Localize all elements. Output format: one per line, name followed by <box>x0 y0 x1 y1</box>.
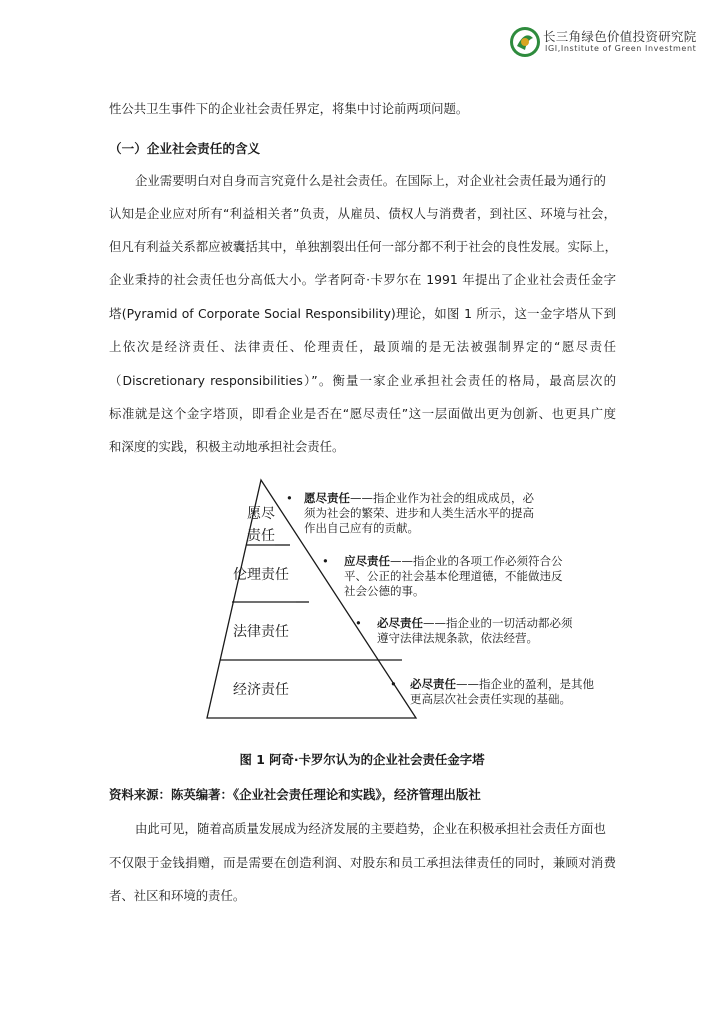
level-description: 平、公正的社会基本伦理道德，不能做违反 <box>344 569 563 583</box>
org-name-cn: 长三角绿色价值投资研究院 <box>543 29 697 44</box>
level-description: 遵守法律法规条款，依法经营。 <box>377 631 538 645</box>
institute-logo-icon <box>509 26 541 58</box>
paragraph-line: 但凡有利益关系都应被囊括其中，单独割裂出任何一部分都不利于社会的良性发展。实际上， <box>109 239 618 254</box>
pyramid-level-top-label: 责任 <box>247 528 275 544</box>
intro-line: 性公共卫生事件下的企业社会责任界定，将集中讨论前两项问题。 <box>109 101 469 116</box>
level-description: 必尽责任——指企业的盈利，是其他 <box>410 677 594 691</box>
pyramid-level-top-label: 愿尽 <box>247 506 275 522</box>
level-description: 社会公德的事。 <box>344 584 425 598</box>
paragraph-line: 企业秉持的社会责任也分高低大小。学者阿奇·卡罗尔在 1991 年提出了企业社会责任金字 <box>109 272 616 287</box>
pyramid-level-legal-label: 法律责任 <box>233 624 289 640</box>
figure-caption: 图 1 阿奇·卡罗尔认为的企业社会责任金字塔 <box>239 752 485 767</box>
level-description: 应尽责任——指企业的各项工作必须符合公 <box>344 554 563 568</box>
paragraph-line: 上依次是经济责任、法律责任、伦理责任，最顶端的是无法被强制界定的“愿尽责任 <box>109 339 616 354</box>
pyramid-level-ethical-label: 伦理责任 <box>233 567 289 583</box>
bullet-icon: • <box>286 491 293 505</box>
section-heading: （一）企业社会责任的含义 <box>109 141 261 156</box>
bullet-icon: • <box>390 677 397 691</box>
paragraph-line: 和深度的实践，积极主动地承担社会责任。 <box>109 439 345 454</box>
level-description: 愿尽责任——指企业作为社会的组成成员，必 <box>304 491 534 505</box>
paragraph-line: 者、社区和环境的责任。 <box>109 888 246 903</box>
paragraph-line: 企业需要明白对自身而言究竟什么是社会责任。在国际上，对企业社会责任最为通行的 <box>135 173 606 188</box>
csr-pyramid-figure <box>200 478 630 723</box>
level-description: 作出自己应有的贡献。 <box>304 521 419 535</box>
bullet-icon: • <box>355 616 362 630</box>
level-description: 必尽责任——指企业的一切活动都必须 <box>377 616 573 630</box>
org-name-en: IGI,Institute of Green Investment <box>545 44 697 53</box>
paragraph-line: 由此可见，随着高质量发展成为经济发展的主要趋势，企业在积极承担社会责任方面也 <box>135 821 606 836</box>
figure-source: 资料来源：陈英编著：《企业社会责任理论和实践》，经济管理出版社 <box>109 787 481 802</box>
pyramid-level-economic-label: 经济责任 <box>233 682 289 698</box>
paragraph-line: （Discretionary responsibilities）”。衡量一家企业承担社会责任的格局，最高层次的 <box>109 373 616 388</box>
level-description: 更高层次社会责任实现的基础。 <box>410 692 571 706</box>
level-description: 须为社会的繁荣、进步和人类生活水平的提高 <box>304 506 534 520</box>
paragraph-line: 标准就是这个金字塔顶，即看企业是否在“愿尽责任”这一层面做出更为创新、也更具广度 <box>109 406 616 421</box>
paragraph-line: 塔(Pyramid of Corporate Social Responsibility)理论，如图 1 所示，这一金字塔从下到 <box>109 306 616 321</box>
paragraph-line: 不仅限于金钱捐赠，而是需要在创造利润、对股东和员工承担法律责任的同时，兼顾对消费 <box>109 855 616 870</box>
bullet-icon: • <box>322 554 329 568</box>
paragraph-line: 认知是企业应对所有“利益相关者”负责，从雇员、债权人与消费者，到社区、环境与社会， <box>109 206 616 221</box>
